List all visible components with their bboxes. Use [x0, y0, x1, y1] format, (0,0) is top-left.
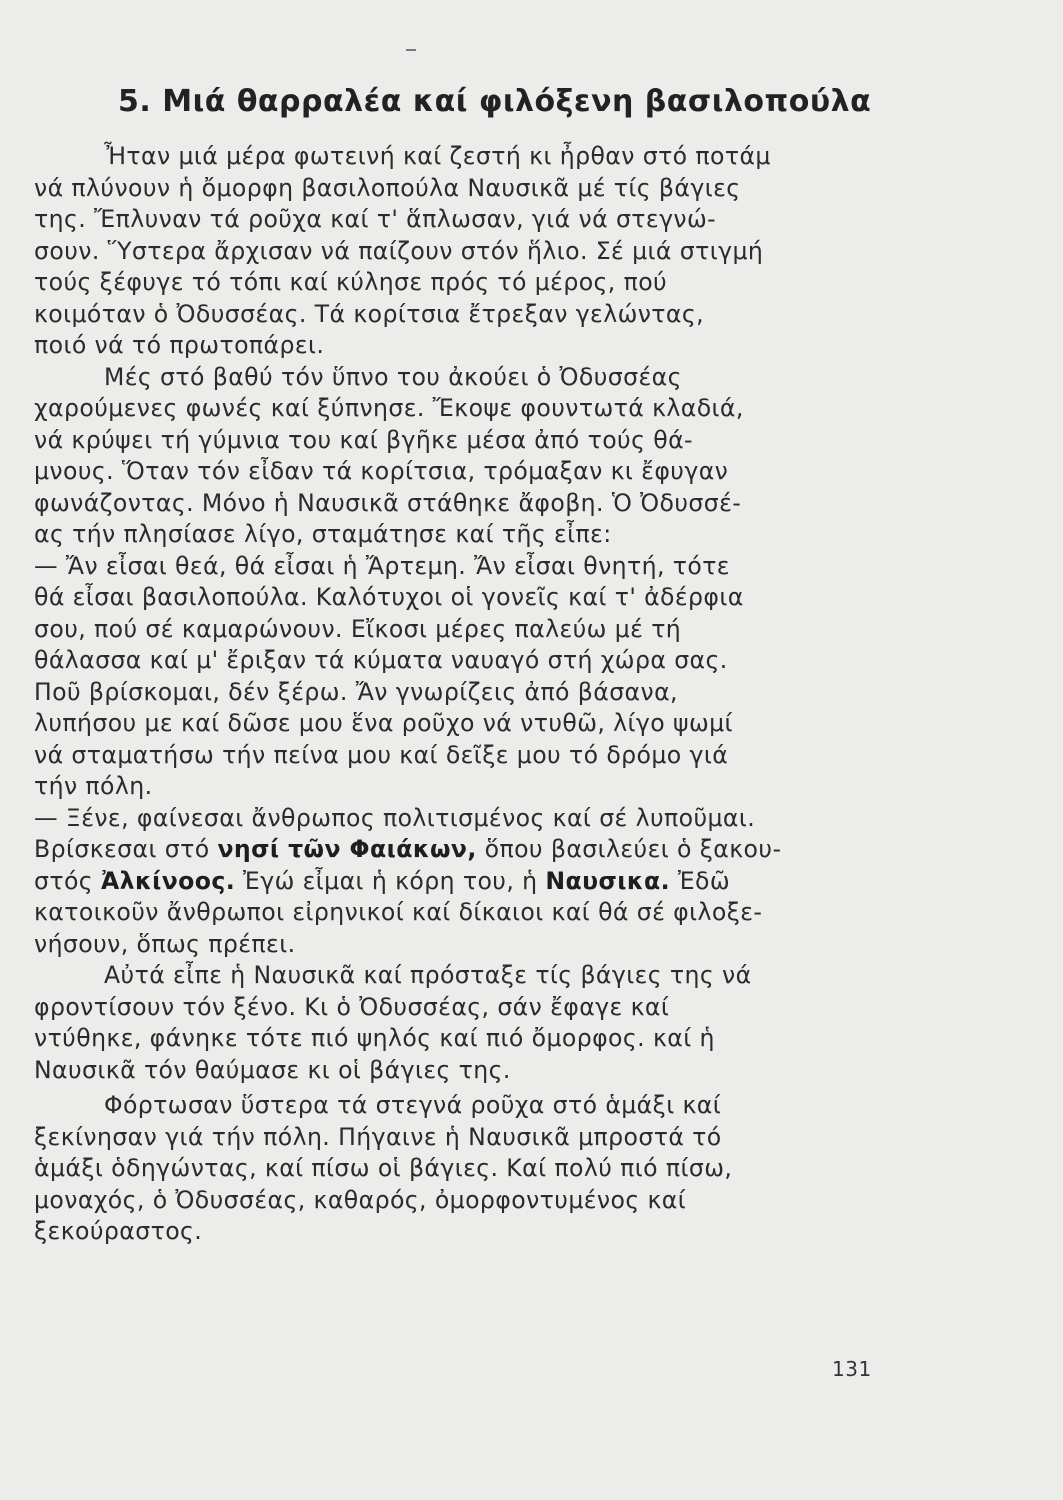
text-line: νά σταματήσω τήν πείνα μου καί δεῖξε μου τό δρόμο γιά	[34, 740, 729, 769]
text-line: θάλασσα καί μ' ἔριξαν τά κύματα ναυαγό στή χώρα σας.	[34, 646, 728, 674]
top-mark	[406, 49, 416, 51]
text-segment: Ἐγώ εἶμαι ἡ κόρη του, ἡ	[235, 866, 546, 895]
bold-place-name: νησί τῶν Φαιάκων,	[217, 835, 477, 863]
text-line: — Ἄν εἶσαι θεά, θά εἶσαι ἡ Ἄρτεμη. Ἄν εἶσαι θνητή, τότε	[34, 551, 730, 580]
text-line: ξεκίνησαν γιά τήν πόλη. Πήγαινε ἡ Ναυσικᾶ μπροστά τό	[34, 1122, 722, 1151]
text-line: κατοικοῦν ἄνθρωποι εἰρηνικοί καί δίκαιοι καί θά σέ φιλοξε-	[34, 898, 763, 926]
text-line: σου, πού σέ καμαρώνουν. Εἴκοσι μέρες παλεύω μέ τή	[34, 614, 682, 643]
text-line: μοναχός, ὁ Ὀδυσσέας, καθαρός, ὀμορφοντυμένος καί	[34, 1185, 687, 1214]
text-line: κοιμόταν ὁ Ὀδυσσέας. Τά κορίτσια ἔτρεξαν γελώντας,	[34, 299, 705, 328]
text-line: νήσουν, ὅπως πρέπει.	[34, 929, 296, 958]
text-line	[34, 866, 884, 898]
text-line: φωνάζοντας. Μόνο ἡ Ναυσικᾶ στάθηκε ἄφοβη. Ὁ Ὀδυσσέ-	[34, 488, 742, 517]
text-line: Φόρτωσαν ὕστερα τά στεγνά ροῦχα στό ἁμάξι καί	[104, 1091, 722, 1119]
text-line: Ἦταν μιά μέρα φωτεινή καί ζεστή κι ἦρθαν στό ποτάμ	[104, 142, 771, 170]
text-line: φροντίσουν τόν ξένο. Κι ὁ Ὀδυσσέας, σάν ἔφαγε καί	[34, 992, 670, 1021]
text-line: ποιό νά τό πρωτοπάρει.	[34, 331, 325, 359]
text-line: ξεκούραστος.	[34, 1217, 203, 1245]
text-line: τούς ξέφυγε τό τόπι καί κύλησε πρός τό μέρος, πού	[34, 268, 668, 296]
text-segment: στός	[34, 866, 101, 895]
text-line: της. Ἔπλυναν τά ροῦχα καί τ' ἅπλωσαν, γιά νά στεγνώ-	[34, 205, 717, 233]
text-line: ας τήν πλησίασε λίγο, σταμάτησε καί τῆς εἶπε:	[34, 520, 612, 548]
text-line: μνους. Ὅταν τόν εἶδαν τά κορίτσια, τρόμαξαν κι ἔφυγαν	[34, 457, 729, 485]
chapter-title: 5. Μιά θαρραλέα καί φιλόξενη βασιλοπούλα	[118, 84, 872, 119]
text-line: νά κρύψει τή γύμνια του καί βγῆκε μέσα ἀπό τούς θά-	[34, 425, 693, 454]
text-line: τήν πόλη.	[34, 772, 153, 800]
text-segment: Βρίσκεσαι στό	[34, 835, 218, 863]
text-line: Ναυσικᾶ τόν θαύμασε κι οἱ βάγιες της.	[34, 1055, 511, 1084]
text-line: Ποῦ βρίσκομαι, δέν ξέρω. Ἄν γνωρίζεις ἀπό βάσανα,	[34, 677, 678, 706]
body-text	[34, 141, 884, 1248]
text-line: ἁμάξι ὁδηγώντας, καί πίσω οἱ βάγιες. Καί πολύ πιό πίσω,	[34, 1154, 733, 1182]
text-line: θά εἶσαι βασιλοπούλα. Καλότυχοι οἱ γονεῖς καί τ' ἀδέρφια	[34, 583, 744, 611]
text-line: λυπήσου με καί δῶσε μου ἕνα ροῦχο νά ντυθῶ, λίγο ψωμί	[34, 709, 733, 737]
text-line: νά πλύνουν ἡ ὄμορφη βασιλοπούλα Ναυσικᾶ μέ τίς βάγιες	[34, 173, 741, 202]
page-number: 131	[832, 1357, 872, 1381]
bold-name-alkinoos: Ἀλκίνοος.	[100, 866, 236, 895]
text-line: σουν. Ὕστερα ἄρχισαν νά παίζουν στόν ἥλιο. Σέ μιά στιγμή	[34, 236, 764, 265]
text-segment: Ἐδῶ	[669, 866, 731, 895]
text-line: Αὐτά εἶπε ἡ Ναυσικᾶ καί πρόσταξε τίς βάγιες της νά	[104, 961, 752, 989]
text-line: ντύθηκε, φάνηκε τότε πιό ψηλός καί πιό ὄμορφος. καί ἡ	[34, 1024, 715, 1052]
text-line: Μές στό βαθύ τόν ὕπνο του ἀκούει ὁ Ὀδυσσέας	[104, 362, 682, 391]
text-line: — Ξένε, φαίνεσαι ἄνθρωπος πολιτισμένος καί σέ λυποῦμαι.	[34, 803, 756, 832]
text-line	[34, 834, 884, 866]
text-line: χαρούμενες φωνές καί ξύπνησε. Ἔκοψε φουντωτά κλαδιά,	[34, 394, 744, 422]
bold-name-nausika: Ναυσικα.	[545, 866, 670, 895]
text-segment: ὅπου βασιλεύει ὁ ξακου-	[476, 835, 782, 863]
